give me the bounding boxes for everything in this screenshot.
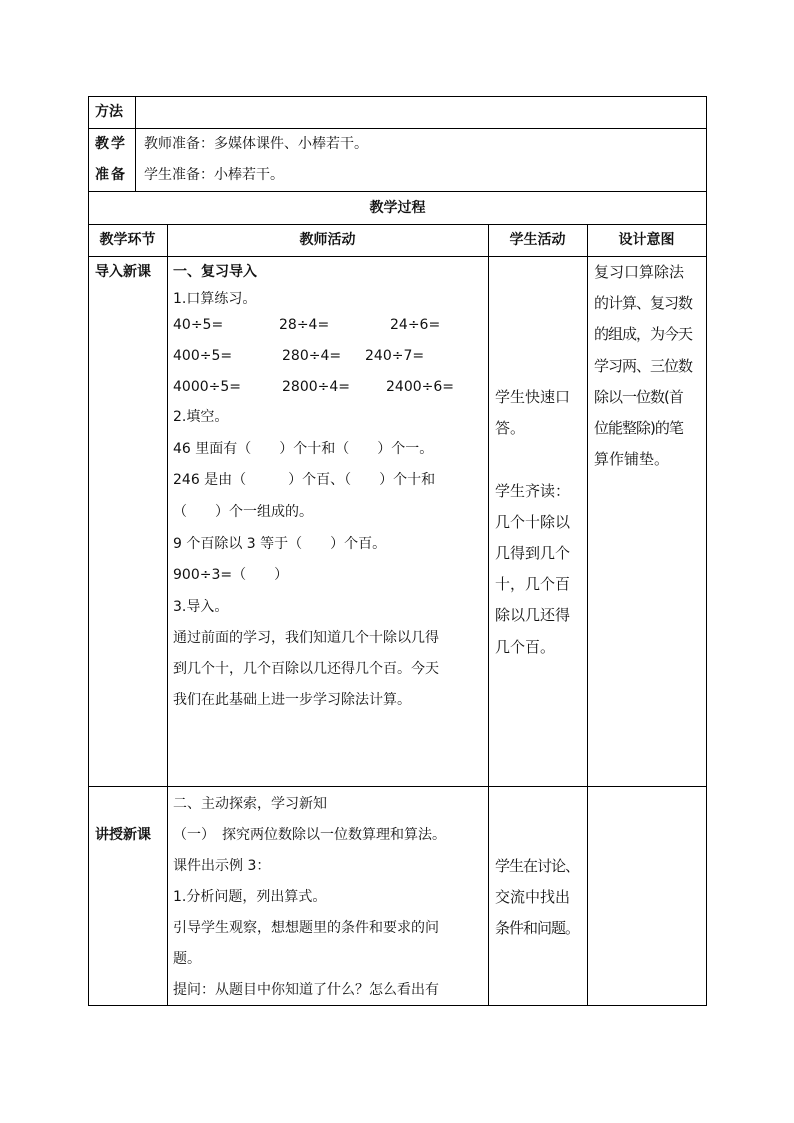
header-student: 学生活动 [509, 232, 566, 248]
text-line: 1.分析问题，列出算式。 [173, 889, 327, 905]
text-line: （一） 探究两位数除以一位数算理和算法。 [173, 827, 446, 843]
text-line: 学生快速口 [495, 388, 571, 406]
rule [88, 224, 707, 225]
text-line: 的计算、复习数 [594, 294, 693, 312]
rule [88, 96, 707, 97]
math-exercise: 400÷5= [173, 348, 233, 364]
text-line: 除以一位数(首 [594, 388, 683, 406]
text-line: 246 是由（ ）个百、（ ）个十和 [173, 472, 436, 488]
math-exercise: 2800÷4= [282, 379, 350, 395]
text-line: 十，几个百 [495, 575, 571, 593]
method-label: 方法 [95, 104, 123, 120]
math-exercise: 40÷5= [173, 317, 224, 333]
math-exercise: 28÷4= [279, 317, 330, 333]
stage-label: 讲授新课 [95, 827, 151, 843]
text-line: 通过前面的学习，我们知道几个十除以几得 [173, 630, 439, 646]
text-line: 学生齐读： [495, 482, 571, 500]
rule [88, 786, 707, 787]
rule [88, 128, 707, 129]
math-exercise: 4000÷5= [173, 379, 241, 395]
text-line: 除以几还得 [495, 606, 571, 624]
text-line: 的组成，为今天 [594, 325, 693, 343]
student-prep: 学生准备：小棒若干。 [144, 167, 284, 183]
rule [88, 191, 707, 192]
stage-label: 导入新课 [95, 264, 151, 280]
text-line: 到几个十，几个百除以几还得几个百。今天 [173, 661, 439, 677]
text-line: 2.填空。 [173, 409, 229, 425]
text-line: 几个百。 [495, 638, 556, 656]
text-line: 条件和问题。 [495, 919, 580, 937]
rule [88, 256, 707, 257]
math-exercise: 240÷7= [365, 348, 425, 364]
text-line: 答。 [495, 419, 526, 437]
text-line: 算作铺垫。 [594, 450, 670, 468]
text-line: 3.导入。 [173, 599, 229, 615]
text-line: 交流中找出 [495, 888, 571, 906]
section-heading: 一、复习导入 [173, 264, 257, 280]
text-line: 课件出示例 3： [173, 858, 271, 874]
math-exercise: 280÷4= [282, 348, 342, 364]
teacher-prep: 教师准备：多媒体课件、小棒若干。 [144, 136, 368, 152]
rule [488, 224, 489, 1006]
rule [167, 224, 168, 1006]
header-stage: 教学环节 [99, 232, 156, 248]
text-line: 几得到几个 [495, 544, 571, 562]
math-exercise: 2400÷6= [386, 379, 454, 395]
text-line: （ ）个一组成的。 [173, 504, 313, 520]
text-line: 我们在此基础上进一步学习除法计算。 [173, 692, 411, 708]
rule [88, 1005, 707, 1006]
math-exercise: 24÷6= [390, 317, 441, 333]
text-line: 位能整除)的笔 [594, 419, 683, 437]
text-line: 学生在讨论、 [495, 857, 580, 875]
prep-label: 教学 [95, 136, 127, 152]
header-teacher: 教师活动 [299, 232, 356, 248]
text-line: 46 里面有（ ）个十和（ ）个一。 [173, 441, 434, 457]
prep-label: 准备 [95, 167, 127, 183]
rule [135, 96, 136, 192]
section-heading: 二、主动探索，学习新知 [173, 796, 327, 812]
text-line: 题。 [173, 951, 201, 967]
text-line: 复习口算除法 [594, 263, 685, 281]
header-design: 设计意图 [618, 232, 675, 248]
text-line: 引导学生观察，想想题里的条件和要求的问 [173, 920, 439, 936]
rule [706, 96, 707, 1006]
text-line: 提问：从题目中你知道了什么？怎么看出有 [173, 982, 439, 998]
text-line: 几个十除以 [495, 513, 571, 531]
text-line: 900÷3=（ ） [173, 567, 289, 583]
text-line: 9 个百除以 3 等于（ ）个百。 [173, 536, 387, 552]
text-line: 1.口算练习。 [173, 291, 257, 307]
rule [587, 224, 588, 1006]
process-title: 教学过程 [369, 200, 426, 216]
text-line: 学习两、三位数 [594, 357, 693, 375]
